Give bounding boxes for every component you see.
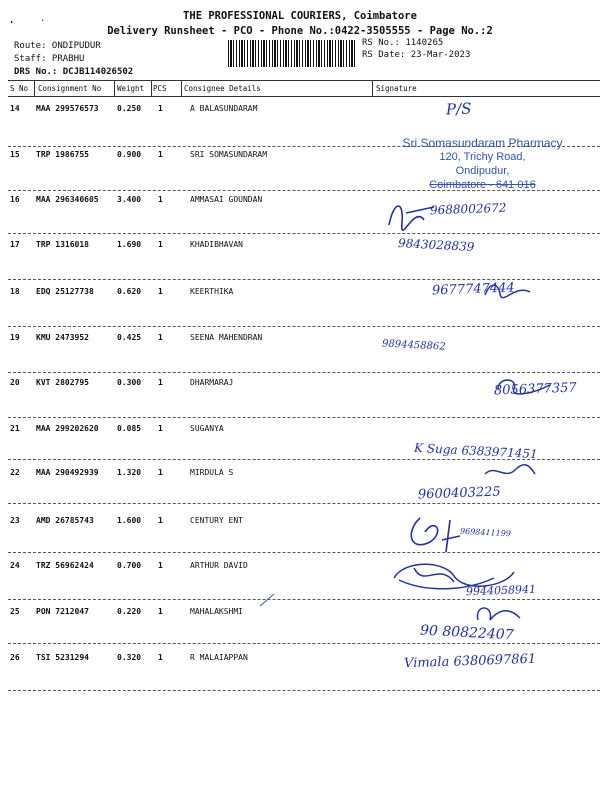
row-weight: 0.900 bbox=[117, 150, 142, 159]
row-pcs: 1 bbox=[158, 653, 163, 662]
row-consignee: CENTURY ENT bbox=[190, 516, 243, 525]
row-consignee: AMMASAI GOUNDAN bbox=[190, 195, 263, 204]
row-signature: 9600403225 bbox=[417, 484, 501, 503]
row-consignment-no: PON 7212047 bbox=[36, 607, 89, 616]
row-divider bbox=[8, 233, 600, 234]
rs-date: RS Date: 23-Mar-2023 bbox=[362, 50, 471, 60]
row-consignment-no: MAA 299202620 bbox=[36, 424, 99, 433]
col-header-signature: Signature bbox=[376, 84, 417, 93]
row-sno: 20 bbox=[10, 378, 20, 387]
row-consignment-no: MAA 299576573 bbox=[36, 104, 99, 113]
row-consignee: KEERTHIKA bbox=[190, 287, 234, 296]
row-weight: 0.220 bbox=[117, 607, 142, 616]
row-weight: 0.700 bbox=[117, 561, 142, 570]
row-consignment-no: EDQ 25127738 bbox=[36, 287, 94, 296]
signature-scribble-23 bbox=[400, 512, 490, 556]
row-weight: 0.620 bbox=[117, 287, 142, 296]
signature-scribble-18 bbox=[480, 280, 540, 302]
row-divider bbox=[8, 690, 600, 691]
row-consignment-no: MAA 296340605 bbox=[36, 195, 99, 204]
row-consignee: ARTHUR DAVID bbox=[190, 561, 248, 570]
row-weight: 1.320 bbox=[117, 468, 142, 477]
row-consignee: MIRDULA S bbox=[190, 468, 234, 477]
row-divider bbox=[8, 552, 600, 553]
row-signature: 9894458862 bbox=[381, 338, 446, 353]
stamp-address-3: Coimbatore - 641 016 bbox=[429, 179, 536, 191]
pen-mark bbox=[258, 592, 278, 608]
row-signature: 9944058941 bbox=[465, 582, 537, 599]
signature-scribble-16 bbox=[384, 195, 474, 235]
row-pcs: 1 bbox=[158, 468, 163, 477]
row-consignment-no: MAA 290492939 bbox=[36, 468, 99, 477]
row-sno: 19 bbox=[10, 333, 20, 342]
row-pcs: 1 bbox=[158, 104, 163, 113]
row-pcs: 1 bbox=[158, 287, 163, 296]
pharmacy-stamp bbox=[380, 136, 585, 192]
row-weight: 0.320 bbox=[117, 653, 142, 662]
row-sno: 15 bbox=[10, 150, 20, 159]
barcode bbox=[228, 40, 356, 67]
row-weight: 0.250 bbox=[117, 104, 142, 113]
signature-scribble-22 bbox=[480, 462, 540, 482]
row-consignment-no: TRP 1986755 bbox=[36, 150, 89, 159]
signature-scribble-24 bbox=[384, 558, 524, 594]
row-consignee: A BALASUNDARAM bbox=[190, 104, 258, 113]
row-signature: P/S bbox=[445, 99, 472, 119]
col-header-pcs: PCS bbox=[153, 84, 167, 93]
drs-number: DRS No.: DCJB114026502 bbox=[14, 67, 134, 77]
col-divider bbox=[181, 80, 182, 96]
row-weight: 3.400 bbox=[117, 195, 142, 204]
row-weight: 1.690 bbox=[117, 240, 142, 249]
row-pcs: 1 bbox=[158, 561, 163, 570]
row-sno: 23 bbox=[10, 516, 20, 525]
row-sno: 24 bbox=[10, 561, 20, 570]
stamp-name: Sri Somasundaram Pharmacy bbox=[402, 136, 563, 150]
row-pcs: 1 bbox=[158, 378, 163, 387]
row-pcs: 1 bbox=[158, 607, 163, 616]
row-pcs: 1 bbox=[158, 516, 163, 525]
row-consignee: R MALAIAPPAN bbox=[190, 653, 248, 662]
row-sno: 14 bbox=[10, 104, 20, 113]
row-consignee: DHARMARAJ bbox=[190, 378, 234, 387]
table-top-rule bbox=[8, 80, 600, 81]
row-sno: 16 bbox=[10, 195, 20, 204]
signature-scribble-25 bbox=[470, 600, 530, 628]
row-pcs: 1 bbox=[158, 424, 163, 433]
scan-dot: . bbox=[8, 12, 16, 26]
row-sno: 18 bbox=[10, 287, 20, 296]
row-pcs: 1 bbox=[158, 150, 163, 159]
row-consignment-no: TRZ 56962424 bbox=[36, 561, 94, 570]
col-divider bbox=[34, 80, 35, 96]
company-title: THE PROFESSIONAL COURIERS, Coimbatore bbox=[183, 10, 417, 22]
col-header-sno: S No bbox=[10, 84, 29, 93]
row-divider bbox=[8, 503, 600, 504]
row-consignee: SEENA MAHENDRAN bbox=[190, 333, 263, 342]
row-signature: 8056377357 bbox=[493, 380, 577, 399]
row-signature: 9843028839 bbox=[397, 236, 475, 254]
row-sno: 22 bbox=[10, 468, 20, 477]
col-header-consignment: Consignment No bbox=[38, 84, 102, 93]
row-sno: 17 bbox=[10, 240, 20, 249]
rs-number: RS No.: 1140265 bbox=[362, 38, 444, 48]
row-signature: 90 80822407 bbox=[419, 622, 514, 644]
route-label: Route: ONDIPUDUR bbox=[14, 41, 101, 51]
row-divider bbox=[8, 459, 600, 460]
row-consignee: KHADIBHAVAN bbox=[190, 240, 243, 249]
row-signature: K Suga 6383971451 bbox=[413, 440, 539, 462]
runsheet-subtitle: Delivery Runsheet - PCO - Phone No.:0422-3505555 - Page No.:2 bbox=[107, 25, 493, 37]
col-header-weight: Weight bbox=[117, 84, 145, 93]
row-consignee: SRI SOMASUNDARAM bbox=[190, 150, 268, 159]
row-consignment-no: KMU 2473952 bbox=[36, 333, 89, 342]
row-signature: 9698411199 bbox=[459, 526, 512, 539]
row-signature: Vimala 6380697861 bbox=[403, 651, 537, 672]
col-divider bbox=[114, 80, 115, 96]
scan-dot-2: . bbox=[40, 14, 46, 24]
row-sno: 21 bbox=[10, 424, 20, 433]
row-consignee: SUGANYA bbox=[190, 424, 224, 433]
col-divider bbox=[151, 80, 152, 96]
row-sno: 25 bbox=[10, 607, 20, 616]
row-divider bbox=[8, 643, 600, 644]
row-weight: 0.300 bbox=[117, 378, 142, 387]
header-bottom-rule bbox=[8, 96, 600, 97]
row-divider bbox=[8, 326, 600, 327]
row-sno: 26 bbox=[10, 653, 20, 662]
staff-label: Staff: PRABHU bbox=[14, 54, 85, 64]
row-weight: 0.085 bbox=[117, 424, 142, 433]
row-signature: 9677747444 bbox=[431, 280, 515, 299]
stamp-address-2: Ondipudur, bbox=[455, 165, 510, 177]
row-divider bbox=[8, 372, 600, 373]
row-pcs: 1 bbox=[158, 240, 163, 249]
row-pcs: 1 bbox=[158, 333, 163, 342]
row-consignee: MAHALAKSHMI bbox=[190, 607, 243, 616]
row-weight: 1.600 bbox=[117, 516, 142, 525]
row-pcs: 1 bbox=[158, 195, 163, 204]
row-weight: 0.425 bbox=[117, 333, 142, 342]
row-signature: 9688002672 bbox=[429, 200, 507, 218]
row-consignment-no: AMD 26785743 bbox=[36, 516, 94, 525]
row-consignment-no: TRP 1316018 bbox=[36, 240, 89, 249]
col-divider bbox=[372, 80, 373, 96]
stamp-address-1: 120, Trichy Road, bbox=[439, 151, 526, 163]
row-consignment-no: KVT 2802795 bbox=[36, 378, 89, 387]
row-consignment-no: TSI 5231294 bbox=[36, 653, 89, 662]
row-divider bbox=[8, 417, 600, 418]
signature-scribble-20 bbox=[490, 375, 560, 399]
col-header-consignee: Consignee Details bbox=[184, 84, 261, 93]
